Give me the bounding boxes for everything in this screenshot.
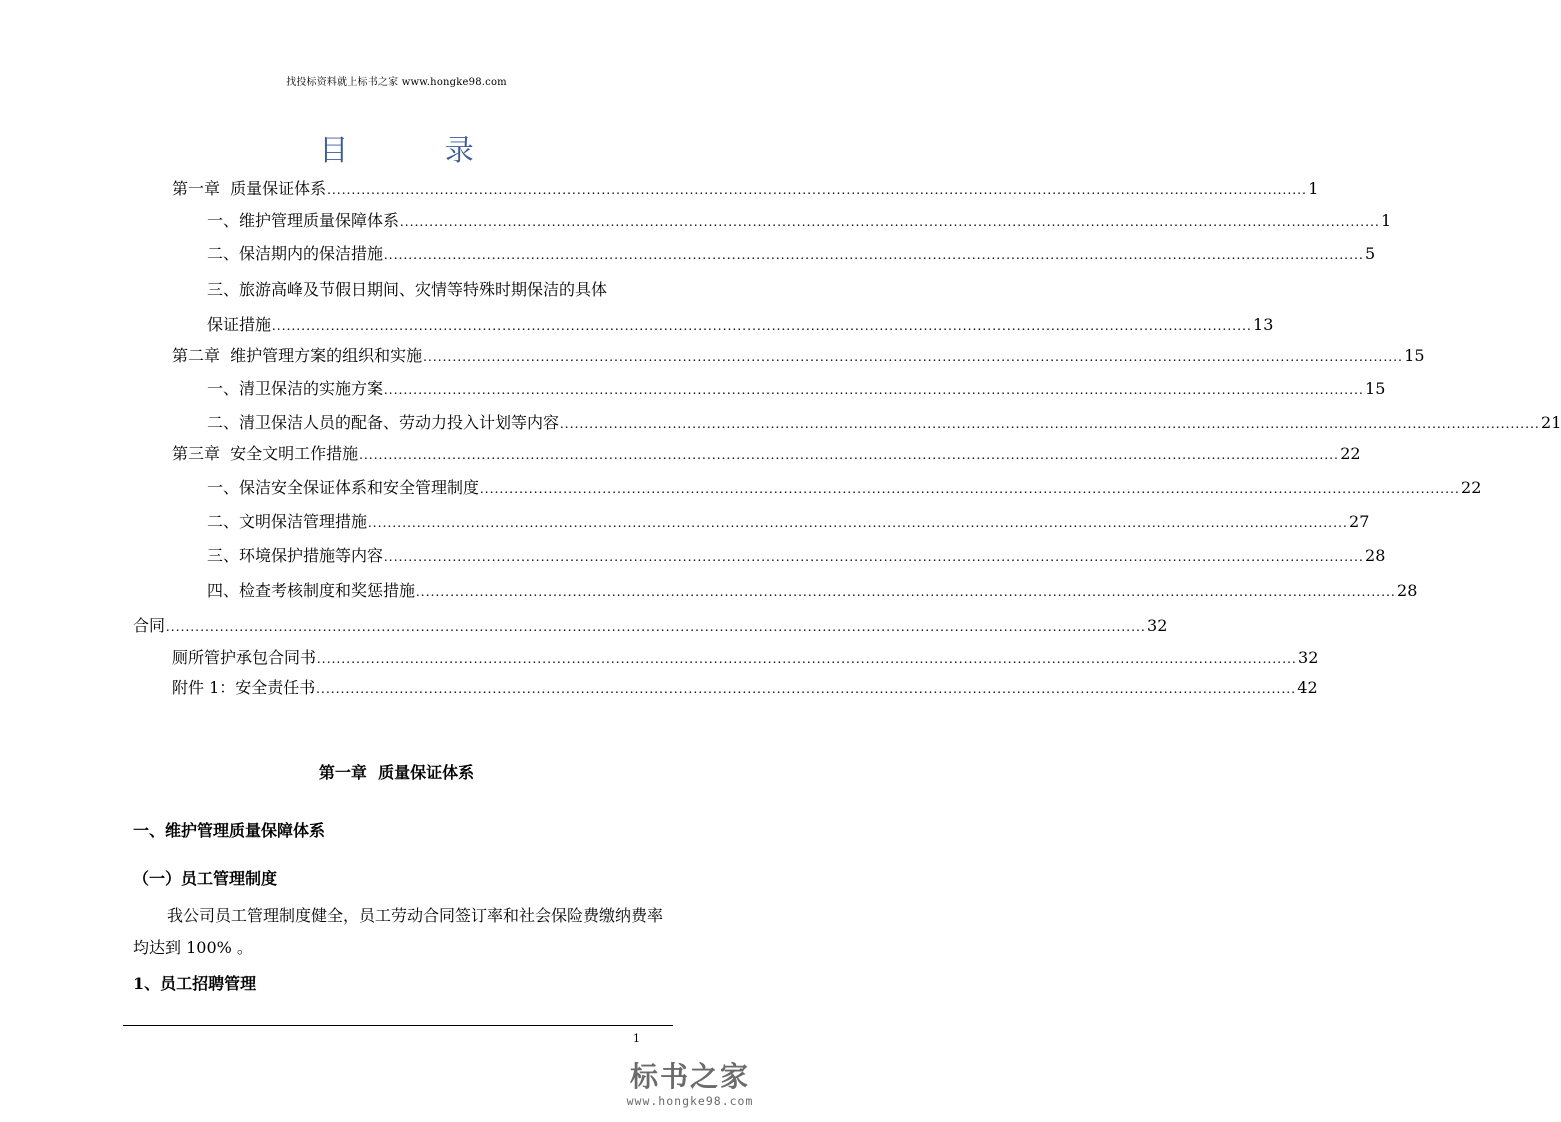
toc-leader-dots: ........................................................................................................................................................................................................ (423, 350, 1404, 365)
toc-leader-dots: ........................................................................................................................................................................................................ (384, 248, 1365, 263)
toc-leader-dots: ........................................................................................................................................................................................................ (400, 215, 1381, 230)
toc-title: 目 录 (319, 133, 500, 167)
toc-entry-label: 二、文明保洁管理措施 (207, 512, 368, 531)
toc-leader-dots: ........................................................................................................................................................................................................ (272, 319, 1253, 334)
toc-entry-label: 第三章 安全文明工作措施 (172, 444, 359, 463)
toc-entry-label: 二、保洁期内的保洁措施 (207, 244, 384, 263)
toc-entry-label: 四、检查考核制度和奖惩措施 (207, 581, 416, 600)
toc-entry-page: 15 (1365, 379, 1386, 398)
watermark-url: www.hongke98.com (626, 1094, 754, 1108)
toc-entry-page: 22 (1461, 478, 1482, 497)
toc-entry[interactable] (207, 509, 1370, 533)
page-number: 1 (633, 1032, 640, 1045)
toc-entry[interactable] (207, 578, 1418, 602)
toc-leader-dots: ........................................................................................................................................................................................................ (368, 516, 1349, 531)
toc-entry-label: 二、清卫保洁人员的配备、劳动力投入计划等内容 (207, 413, 560, 432)
toc-entry-page: 21 (1541, 413, 1561, 432)
toc-leader-dots: ........................................................................................................................................................................................................ (416, 585, 1397, 600)
toc-entry[interactable] (172, 675, 1318, 699)
toc-leader-dots: ........................................................................................................................................................................................................ (166, 620, 1147, 635)
chapter-heading: 第一章 质量保证体系 (318, 763, 475, 782)
toc-entry[interactable] (172, 176, 1319, 200)
toc-entry[interactable] (207, 312, 1274, 336)
toc-entry-label: 三、环境保护措施等内容 (207, 546, 384, 565)
toc-entry[interactable] (207, 241, 1376, 265)
toc-entry-label-line1[interactable]: 三、旅游高峰及节假日期间、灾情等特殊时期保洁的具体 (207, 280, 608, 299)
toc-leader-dots: ........................................................................................................................................................................................................ (317, 652, 1298, 667)
toc-leader-dots: ........................................................................................................................................................................................................ (384, 383, 1365, 398)
toc-leader-dots: ........................................................................................................................................................................................................ (316, 682, 1297, 697)
toc-entry-page: 13 (1253, 315, 1274, 334)
toc-entry[interactable] (207, 410, 1561, 434)
toc-entry[interactable] (172, 343, 1425, 367)
toc-entry[interactable] (133, 613, 1168, 637)
toc-entry-page: 42 (1297, 678, 1318, 697)
toc-entry-page: 1 (1308, 179, 1319, 198)
toc-entry-label: 一、保洁安全保证体系和安全管理制度 (207, 478, 480, 497)
toc-entry-label: 一、维护管理质量保障体系 (207, 211, 400, 230)
toc-entry-label: 保证措施 (207, 315, 272, 334)
toc-entry[interactable] (207, 208, 1392, 232)
toc-leader-dots: ........................................................................................................................................................................................................ (480, 482, 1461, 497)
toc-entry[interactable] (207, 475, 1482, 499)
toc-entry[interactable] (207, 376, 1386, 400)
toc-entry-label: 合同 (133, 616, 166, 635)
toc-entry-label: 一、清卫保洁的实施方案 (207, 379, 384, 398)
toc-entry-label: 第二章 维护管理方案的组织和实施 (172, 346, 423, 365)
toc-leader-dots: ........................................................................................................................................................................................................ (384, 550, 1365, 565)
toc-entry-page: 32 (1147, 616, 1168, 635)
toc-entry-label: 厕所管护承包合同书 (172, 648, 317, 667)
toc-entry-page: 28 (1365, 546, 1386, 565)
toc-leader-dots: ........................................................................................................................................................................................................ (327, 183, 1308, 198)
footer-divider (123, 1025, 673, 1026)
toc-entry-page: 5 (1365, 244, 1376, 263)
toc-leader-dots: ........................................................................................................................................................................................................ (560, 417, 1541, 432)
toc-entry-label: 第一章 质量保证体系 (172, 179, 327, 198)
watermark-logo: 标书之家 (629, 1060, 750, 1093)
toc-entry[interactable] (207, 543, 1386, 567)
toc-entry-page: 15 (1404, 346, 1425, 365)
toc-entry[interactable] (172, 441, 1361, 465)
sub-heading: （一）员工管理制度 (133, 869, 278, 888)
toc-entry-page: 27 (1349, 512, 1370, 531)
body-paragraph: 我公司员工管理制度健全，员工劳动合同签订率和社会保险费缴纳费率均达到 100% 。 (133, 906, 664, 957)
toc-entry[interactable] (172, 645, 1319, 669)
watermark (605, 1060, 775, 1108)
toc-entry-page: 28 (1397, 581, 1418, 600)
section-heading: 一、维护管理质量保障体系 (133, 821, 326, 840)
toc-leader-dots: ........................................................................................................................................................................................................ (359, 448, 1340, 463)
toc-entry-page: 1 (1381, 211, 1392, 230)
numbered-heading: 1、员工招聘管理 (133, 974, 257, 993)
toc-entry-page: 22 (1340, 444, 1361, 463)
toc-entry-page: 32 (1298, 648, 1319, 667)
toc-entry-label: 附件 1：安全责任书 (172, 678, 316, 697)
page-header: 找投标资料就上标书之家 www.hongke98.com (286, 77, 507, 88)
